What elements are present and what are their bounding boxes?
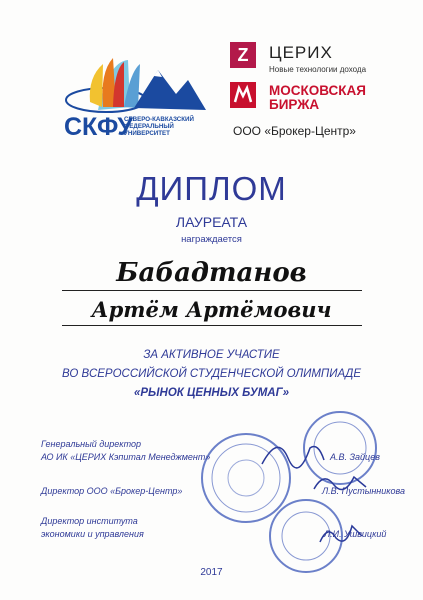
moex-name-line1: МОСКОВСКАЯ: [269, 83, 366, 98]
university-name-line2: ФЕДЕРАЛЬНЫЙ: [124, 123, 174, 130]
awarded-label: награждается: [181, 234, 242, 245]
merit-line1: ЗА АКТИВНОЕ УЧАСТИЕ: [143, 349, 280, 361]
signatory-1-role-line2: АО ИК «ЦЕРИХ Кэпитал Менеджмент»: [41, 452, 211, 462]
moex-logo-icon: [230, 82, 256, 108]
zerich-name: ЦЕРИХ: [269, 43, 333, 62]
merit-line3: «РЫНОК ЦЕННЫХ БУМАГ»: [133, 387, 290, 399]
university-name-line3: УНИВЕРСИТЕТ: [124, 130, 170, 137]
year: 2017: [200, 567, 223, 578]
university-name: [124, 116, 204, 137]
broker-name: ООО «Брокер-Центр»: [233, 124, 356, 138]
recipient-surname: Бабадтанов: [116, 258, 307, 288]
moex-name: [269, 84, 366, 112]
surname-underline: [62, 290, 362, 291]
signatory-1-name: А.В. Зайцев: [330, 452, 380, 462]
signatory-2-role-line1: Директор ООО «Брокер-Центр»: [41, 486, 183, 496]
name-underline: [62, 325, 362, 326]
university-abbr: СКФУ: [64, 113, 133, 141]
recipient-name: Артём Артёмович: [91, 297, 332, 322]
signatory-1-role-line1: Генеральный директор: [41, 439, 142, 449]
diploma-subtitle: ЛАУРЕАТА: [175, 214, 248, 230]
moex-name-line2: БИРЖА: [269, 97, 320, 112]
zerich-logo-icon: Z: [230, 42, 256, 68]
university-name-line1: СЕВЕРО-КАВКАЗСКИЙ: [124, 116, 194, 123]
zerich-tagline: Новые технологии дохода: [269, 65, 367, 74]
merit-line2: ВО ВСЕРОССИЙСКОЙ СТУДЕНЧЕСКОЙ ОЛИМПИАДЕ: [61, 368, 362, 380]
diploma-title: ДИПЛОМ: [136, 170, 287, 207]
signatory-3-name: Л.И. Ушвицкий: [324, 529, 387, 539]
signatory-2-name: Л.В. Пустынникова: [322, 486, 405, 496]
signatory-3-role-line2: экономики и управления: [41, 529, 144, 539]
signatory-3-role-line1: Директор института: [41, 516, 138, 526]
